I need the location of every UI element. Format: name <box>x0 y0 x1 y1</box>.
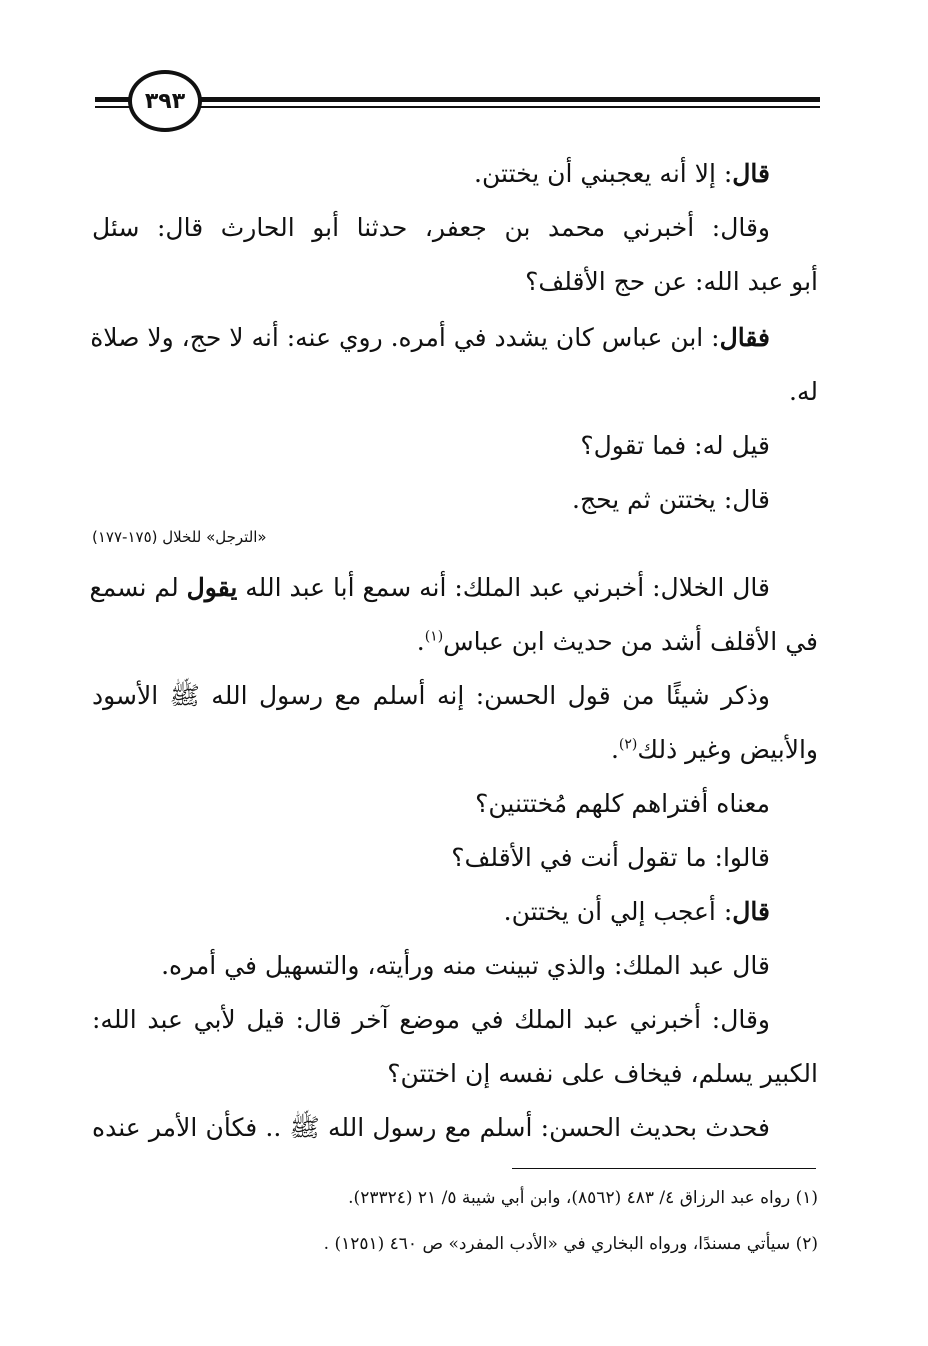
line-text: وذكر شيئًا من قول الحسن: إنه أسلم مع رسول الله ﷺ الأسود <box>92 681 770 710</box>
line-text: قال الخلال: أخبرني عبد الملك: أنه سمع أبا عبد الله <box>237 573 770 602</box>
text-line-10 <box>92 674 818 718</box>
text-line-16 <box>92 998 818 1042</box>
text-line-12 <box>92 782 818 826</box>
line-text: فحدث بحديث الحسن: أسلم مع رسول الله ﷺ .. فكأن الأمر عنده <box>92 1113 770 1142</box>
emphasis-text: يقول <box>186 573 238 602</box>
line-text: : إلا أنه يعجبني أن يختتن. <box>474 159 733 188</box>
line-text: أبو عبد الله: عن حج الأقلف؟ <box>525 267 818 296</box>
speaker-label: قال <box>732 159 770 188</box>
line-text: قالوا: ما تقول أنت في الأقلف؟ <box>451 843 770 872</box>
text-line-2 <box>92 206 818 250</box>
header-rule-thin <box>95 106 820 108</box>
text-line-17 <box>92 1052 818 1096</box>
line-text: قال عبد الملك: والذي تبينت منه ورأيته، والتسهيل في أمره. <box>161 951 770 980</box>
text-line-8 <box>89 566 818 610</box>
footnote-1: (١) رواه عبد الرزاق ٤/ ٤٨٣ (٨٥٦٢)، وابن أبي شيبة ٥/ ٢١ (٢٣٣٢٤). <box>348 1188 818 1208</box>
text-line-4 <box>92 316 818 360</box>
line-text: لم نسمع <box>89 573 187 602</box>
text-line-13 <box>92 836 818 880</box>
line-text: . <box>610 735 619 764</box>
footnote-2: (٢) سيأتي مسندًا، ورواه البخاري في «الأدب المفرد» ص ٤٦٠ (١٢٥١) . <box>323 1234 818 1254</box>
source-reference: «الترجل» للخلال (١٧٥-١٧٧) <box>92 528 267 546</box>
line-text: وقال: أخبرني عبد الملك في موضع آخر قال: قيل لأبي عبد الله: <box>92 1005 770 1034</box>
footnote-marker-2: (٢) <box>618 736 638 753</box>
text-line-18 <box>92 1106 818 1150</box>
line-text: في الأقلف أشد من حديث ابن عباس <box>443 627 818 656</box>
text-line-1 <box>92 152 818 196</box>
line-text: والأبيض وغير ذلك <box>637 735 818 764</box>
text-line-9 <box>92 620 818 664</box>
page-number-badge <box>128 70 202 132</box>
speaker-label: قال <box>732 897 770 926</box>
text-line-7 <box>92 478 818 522</box>
header-rule-thick <box>95 97 820 102</box>
line-text: . <box>416 627 425 656</box>
text-line-15 <box>92 944 818 988</box>
footnote-separator <box>512 1168 816 1169</box>
line-text: قال: يختتن ثم يحج. <box>572 485 770 514</box>
line-text: : ابن عباس كان يشدد في أمره. روي عنه: أنه لا حج، ولا صلاة <box>90 323 720 352</box>
text-line-11 <box>92 728 818 772</box>
speaker-label: فقال <box>719 323 770 352</box>
line-text: : أعجب إلي أن يختتن. <box>503 897 733 926</box>
line-text: له. <box>789 377 818 406</box>
text-line-14 <box>92 890 818 934</box>
page-number: ٣٩٣ <box>144 88 186 114</box>
text-line-6 <box>92 424 818 468</box>
text-line-5 <box>92 370 818 414</box>
text-line-3 <box>92 260 818 304</box>
line-text: قيل له: فما تقول؟ <box>580 431 770 460</box>
line-text: الكبير يسلم، فيخاف على نفسه إن اختتن؟ <box>387 1059 818 1088</box>
line-text: معناه أفتراهم كلهم مُختتنين؟ <box>475 789 770 818</box>
footnote-marker-1: (١) <box>424 628 444 645</box>
line-text: وقال: أخبرني محمد بن جعفر، حدثنا أبو الحارث قال: سئل <box>92 213 770 242</box>
